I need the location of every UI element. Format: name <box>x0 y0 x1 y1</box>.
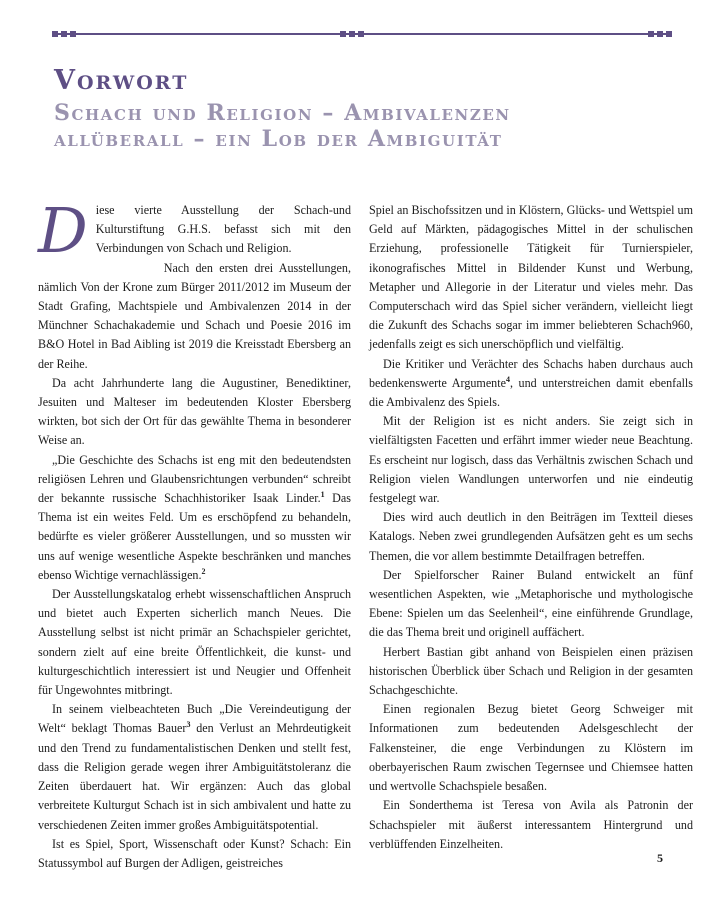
paragraph: Der Ausstellungskatalog erhebt wissenschaftlichen Anspruch und bietet auch Experten sicherlich manch Neues. Die Ausstellung selbst ist nicht primär an Schachspieler gerichtet, sondern zielt auf eine breite Öffentlichkeit, die kunst- und kulturgeschichtlich interessiert ist und Neugier und Offenheit für Ungewohntes mitbringt. <box>38 587 351 698</box>
paragraph-text: Das Thema ist ein weites Feld. Um es erschöpfend zu behandeln, bedürfte es vieler größerer Ausstellungen, und so mussten wir uns auf wenige wesentliche Aspekte beschränken und manches ebenso Wichtige vernachlässigen. <box>38 491 351 582</box>
subtitle-line-2: allüberall – ein Lob der Ambiguität <box>54 126 503 152</box>
footnote-marker: 3 <box>186 720 191 730</box>
paragraph: Einen regionalen Bezug bietet Georg Schweiger mit Informationen zum bedeutenden Adelsgeschlecht der Falkensteiner, die enge Verbindungen zu Klöstern im oberbayerischen Raum zwischen Tegernsee und Chiemsee hatten und wertvolle Schachspiele besaßen. <box>369 702 693 794</box>
subtitle-line-1: Schach und Religion – Ambivalenzen <box>54 100 511 126</box>
text-column-left <box>38 194 351 873</box>
paragraph <box>369 355 693 413</box>
page-number: 5 <box>657 851 663 865</box>
footnote-marker: 2 <box>201 566 206 576</box>
paragraph-text: den Verlust an Mehrdeutigkeit und den Trend zu fundamentalistischen Denken und stellt fest, dass die Religion gerade wegen ihrer Ambiguitätstoleranz die Zeiten überdauert hat. Wir ergänzen: Auch das global verbreitete Kulturgut Schach ist in sich ambivalent und hatte zu verschiedenen Zeiten immer großes Ambiguitätspotential. <box>38 721 351 832</box>
paragraph <box>38 194 351 267</box>
paragraph-text: iese vierte Ausstellung der Schach-und Kulturstiftung G.H.S. befasst sich mit den Verbindungen von Schach und Religion. <box>95 203 351 256</box>
rule-block <box>666 31 672 37</box>
text-column-right <box>369 201 693 854</box>
rule-block <box>349 31 355 37</box>
top-decorative-rule <box>52 31 672 37</box>
paragraph <box>38 700 351 834</box>
paragraph-text: Die Kritiker und Verächter des Schachs haben durchaus auch bedenkenswerte Argumente <box>369 356 693 390</box>
paragraph: Ein Sonderthema ist Teresa von Avila als Patronin der Schachspieler mit äußerst interessantem Hintergrund und verblüffenden Einzelheiten. <box>369 798 693 851</box>
rule-block <box>358 31 364 37</box>
heading <box>54 66 674 152</box>
paragraph: Herbert Bastian gibt anhand von Beispielen einen präzisen historischen Überblick über Schach und Religion in der gesamten Schachgeschichte. <box>369 644 693 698</box>
paragraph: Nach den ersten drei Ausstellungen, nämlich Von der Krone zum Bürger 2011/2012 im Museum der Stadt Grafing, Machtspiele und Ambivalenzen 2014 in der Münchner Schachakademie und Schach und Poesie 2016 im B&O Hotel in Bad Aibling ist 2019 die Kreisstadt Ebersberg an der Reihe. <box>38 260 351 371</box>
drop-cap: D <box>38 194 88 267</box>
paragraph-text: In seinem vielbeachteten Buch „Die Vereindeutigung der Welt“ beklagt Thomas Bauer <box>38 702 351 736</box>
footnote-marker: 4 <box>505 374 510 384</box>
rule-block <box>70 31 76 37</box>
paragraph <box>38 451 351 585</box>
rule-block <box>52 31 58 37</box>
paragraph: Mit der Religion ist es nicht anders. Sie zeigt sich in vielfältigsten Facetten und erfährt immer wieder neue Beachtung. Es erscheint nur logisch, dass das Verhältnis zwischen Schach und Religion vielen Wandlungen unterworfen und nie eindeutig festgelegt war. <box>369 414 693 506</box>
rule-block <box>648 31 654 37</box>
paragraph-text: , und unterstreichen damit ebenfalls die Ambivalenz des Spiels. <box>369 375 693 410</box>
paragraph: Spiel an Bischofssitzen und in Klöstern, Glücks- und Wettspiel um Geld auf Märkten, pädagogisches Mittel in der schulischen Erziehung, professionelle Tätigkeit für Turnierspieler, ikonografisches Mittel in Bildender Kunst und Werbung, Metapher und Allegorie in der Literatur und vieles mehr. Das Computerschach wird das Spiel sicher verändern, vielleicht liegt die Zukunft des Schachs sogar im immer beliebteren Schach960, jedenfalls zeigt es sich unerschöpflich und vielfältig. <box>369 203 693 352</box>
rule-block <box>657 31 663 37</box>
paragraph-text: „Die Geschichte des Schachs ist eng mit den bedeutendsten religiösen Lehren und Glaubensrichtungen verbunden“ schreibt der bekannte russische Schachhistoriker Isaak Linder. <box>38 452 351 506</box>
paragraph: Dies wird auch deutlich in den Beiträgen im Textteil dieses Katalogs. Neben zwei grundlegenden Aufsätzen geht es um sechs Themen, die vor allem bestimmte Detailfragen betreffen. <box>369 510 693 563</box>
paragraph: Da acht Jahrhunderte lang die Augustiner, Benediktiner, Jesuiten und Malteser im bedeutenden Kloster Ebersberg wirkten, bot sich der Ort für das gewählte Thema in besonderer Weise an. <box>38 375 351 448</box>
footnote-marker: 1 <box>320 490 325 500</box>
paragraph: Ist es Spiel, Sport, Wissenschaft oder Kunst? Schach: Ein Statussymbol auf Burgen der Adligen, geistreiches <box>38 836 351 870</box>
page-title: Vorwort <box>54 65 189 96</box>
rule-block <box>340 31 346 37</box>
paragraph: Der Spielforscher Rainer Buland entwickelt an fünf wesentlichen Aspekten, wie „Metaphorische und mythologische Ebene: Spielen um das Seelenheil“, eine einführende Grundlage, die das Thema breit und originell auffächert. <box>369 567 693 640</box>
rule-block <box>61 31 67 37</box>
